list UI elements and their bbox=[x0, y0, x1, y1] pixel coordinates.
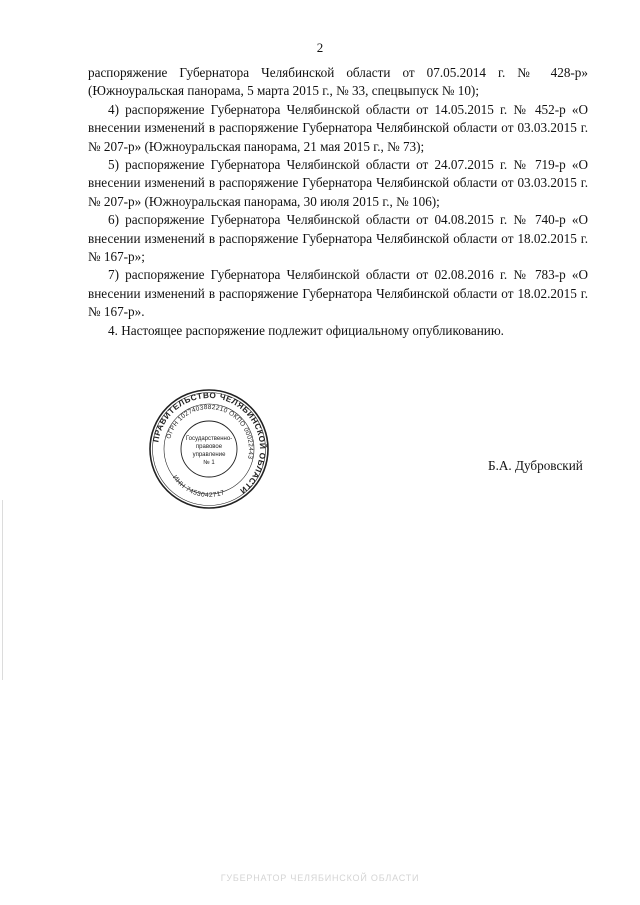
seal-center-line-1: Государственно- bbox=[185, 436, 233, 442]
svg-text:ИНН 7453042717 bbox=[171, 474, 226, 499]
seal-bottom-text: ИНН 7453042717 bbox=[171, 474, 226, 500]
list-item-6: 6) распоряжение Губернатора Челябинской области от 04.08.2015 г. № 740-р «О внесении изменений в распоряжение Губернатора Челябинской области от 18.02.2015 г. № 167-р»; bbox=[88, 212, 588, 265]
publication-clause: 4. Настоящее распоряжение подлежит официальному опубликованию. bbox=[108, 322, 504, 338]
list-item-3-continuation: распоряжение Губернатора Челябинской области от 07.05.2014 г. № 428-р» (Южноуральская панорама, 5 марта 2015 г., № 33, спецвыпуск № 10); bbox=[88, 65, 588, 99]
page-number: 2 bbox=[316, 40, 324, 55]
list-item-4: 4) распоряжение Губернатора Челябинской области от 14.05.2015 г. № 452-р «О внесении изменений в распоряжение Губернатора Челябинской области от 03.03.2015 г. № 207-р» (Южноуральская панорама, 21 мая 2015 г., № 73); bbox=[88, 101, 588, 154]
list-item-5: 5) распоряжение Губернатора Челябинской области от 24.07.2015 г. № 719-р «О внесении изменений в распоряжение Губернатора Челябинской области от 03.03.2015 г. № 207-р» (Южноуральская панорама, 30 июля 2015 г., № 106); bbox=[88, 157, 588, 209]
official-seal bbox=[148, 388, 270, 510]
seal-center-line-3: управление bbox=[192, 452, 226, 458]
seal-outer-text: ПРАВИТЕЛЬСТВО ЧЕЛЯБИНСКОЙ ОБЛАСТИ bbox=[151, 390, 268, 496]
seal-center-line-2: правовое bbox=[195, 444, 223, 450]
scan-edge-line bbox=[2, 500, 3, 680]
seal-center-line-4: № 1 bbox=[203, 460, 215, 466]
list-item-7: 7) распоряжение Губернатора Челябинской области от 02.08.2016 г. № 783-р «О внесении изменений в распоряжение Губернатора Челябинской области от 18.02.2015 г. № 167-р». bbox=[88, 267, 588, 320]
seal-inner-text: ОГРН 1027403882210 ОКПО 00022443 bbox=[165, 403, 255, 460]
document-body bbox=[88, 64, 588, 340]
signatory-name: Б.А. Дубровский bbox=[488, 458, 583, 473]
page-footer: ГУБЕРНАТОР ЧЕЛЯБИНСКОЙ ОБЛАСТИ bbox=[220, 873, 420, 883]
